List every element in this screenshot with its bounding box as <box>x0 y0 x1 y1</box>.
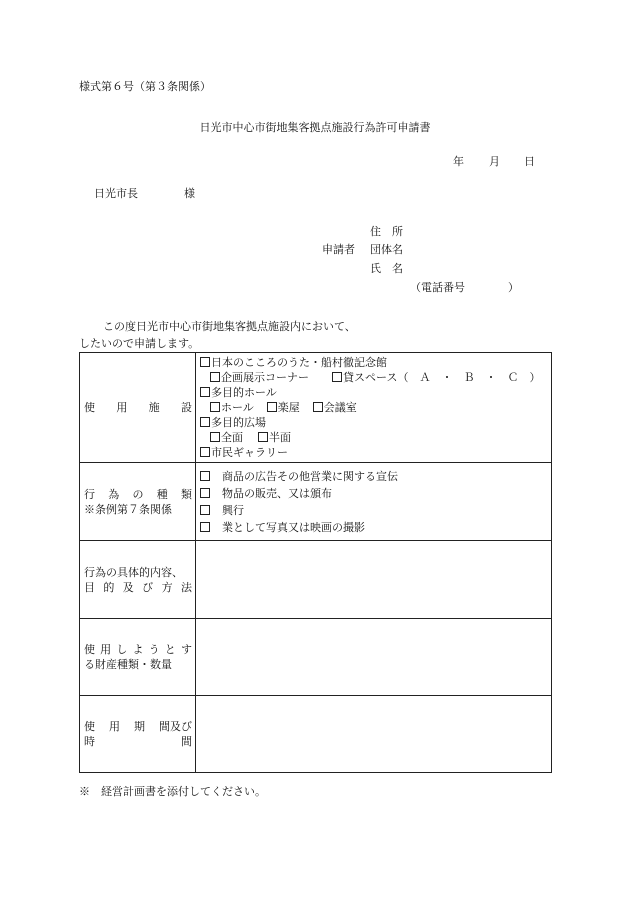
details-input-cell[interactable] <box>196 541 552 619</box>
property-label-line2: る財産種類・数量 <box>84 658 172 671</box>
checkbox-icon[interactable] <box>200 522 210 532</box>
checkbox-icon[interactable] <box>313 402 323 412</box>
facility-options-cell <box>196 353 552 463</box>
form-number: 様式第６号（第３条関係） <box>79 80 211 93</box>
form-title: 日光市中心市街地集客拠点施設行為許可申請書 <box>199 121 431 134</box>
checkbox-icon[interactable] <box>210 372 220 382</box>
facility-label: 使 用 施 設 <box>84 401 192 414</box>
checkbox-icon[interactable] <box>200 387 210 397</box>
checkbox-icon[interactable] <box>200 471 210 481</box>
checkbox-icon[interactable] <box>200 505 210 515</box>
checkbox-icon[interactable] <box>210 402 220 412</box>
property-label-cell <box>80 619 196 696</box>
addressee-name: 日光市長 <box>94 187 138 200</box>
address-label: 住 所 <box>370 225 403 238</box>
phone-close-paren: ） <box>508 281 519 294</box>
act-type-option[interactable]: 業として写真又は映画の撮影 <box>196 519 551 536</box>
organization-label: 団体名 <box>370 243 403 256</box>
name-label: 氏 名 <box>370 262 403 275</box>
facility-sub-options: ホール 楽屋 会議室 <box>196 400 551 415</box>
act-type-row <box>80 463 552 541</box>
period-input-cell[interactable] <box>196 696 552 773</box>
act-type-label-cell <box>80 463 196 541</box>
period-label-line1: 使 用 期 間及び <box>84 720 192 733</box>
act-type-ordinance-note: ※条例第７条関係 <box>84 502 172 516</box>
checkbox-icon[interactable] <box>332 372 342 382</box>
facility-label-cell <box>80 353 196 463</box>
facility-sub-options: 企画展示コーナー 貸スペース（ Ａ ・ Ｂ ・ Ｃ ） <box>196 370 551 385</box>
property-row <box>80 619 552 696</box>
act-type-label: 行 為 の 種 類 <box>84 487 192 501</box>
date-year-label: 年 <box>453 155 464 168</box>
act-type-option[interactable]: 興行 <box>196 502 551 519</box>
act-type-option[interactable]: 物品の販売、又は頒布 <box>196 485 551 502</box>
checkbox-icon[interactable] <box>267 402 277 412</box>
period-label-line2: 時 間 <box>84 735 192 748</box>
checkbox-icon[interactable] <box>210 432 220 442</box>
facility-row <box>80 353 552 463</box>
addressee-honorific: 様 <box>184 187 195 200</box>
details-label-line2: 目 的 及 び 方 法 <box>84 580 192 594</box>
period-label-cell <box>80 696 196 773</box>
facility-option[interactable]: 市民ギャラリー <box>196 445 551 460</box>
phone-label: （電話番号 <box>410 281 465 294</box>
act-type-option[interactable]: 商品の広告その他営業に関する宣伝 <box>196 468 551 485</box>
facility-option[interactable]: 多目的ホール <box>196 385 551 400</box>
facility-option[interactable]: 日本のこころのうた・船村徹記念館 <box>196 355 551 370</box>
footnote: ※ 経営計画書を添付してください。 <box>79 785 266 798</box>
checkbox-icon[interactable] <box>200 417 210 427</box>
checkbox-icon[interactable] <box>258 432 268 442</box>
details-label-line1: 行為の具体的内容、 <box>84 565 183 579</box>
period-row <box>80 696 552 773</box>
applicant-label: 申請者 <box>322 243 355 256</box>
property-input-cell[interactable] <box>196 619 552 696</box>
application-table <box>79 352 552 773</box>
date-month-label: 月 <box>489 155 500 168</box>
intro-line-2: したいので申請します。 <box>79 337 200 350</box>
date-day-label: 日 <box>524 155 535 168</box>
details-label-cell <box>80 541 196 619</box>
act-type-options-cell <box>196 463 552 541</box>
checkbox-icon[interactable] <box>200 488 210 498</box>
checkbox-icon[interactable] <box>200 447 210 457</box>
facility-sub-options: 全面 半面 <box>196 430 551 445</box>
details-row <box>80 541 552 619</box>
facility-option[interactable]: 多目的広場 <box>196 415 551 430</box>
checkbox-icon[interactable] <box>200 357 210 367</box>
intro-line-1: この度日光市中心市街地集客拠点施設内において、 <box>103 320 356 333</box>
property-label-line1: 使 用 し よ う と す <box>84 643 192 656</box>
